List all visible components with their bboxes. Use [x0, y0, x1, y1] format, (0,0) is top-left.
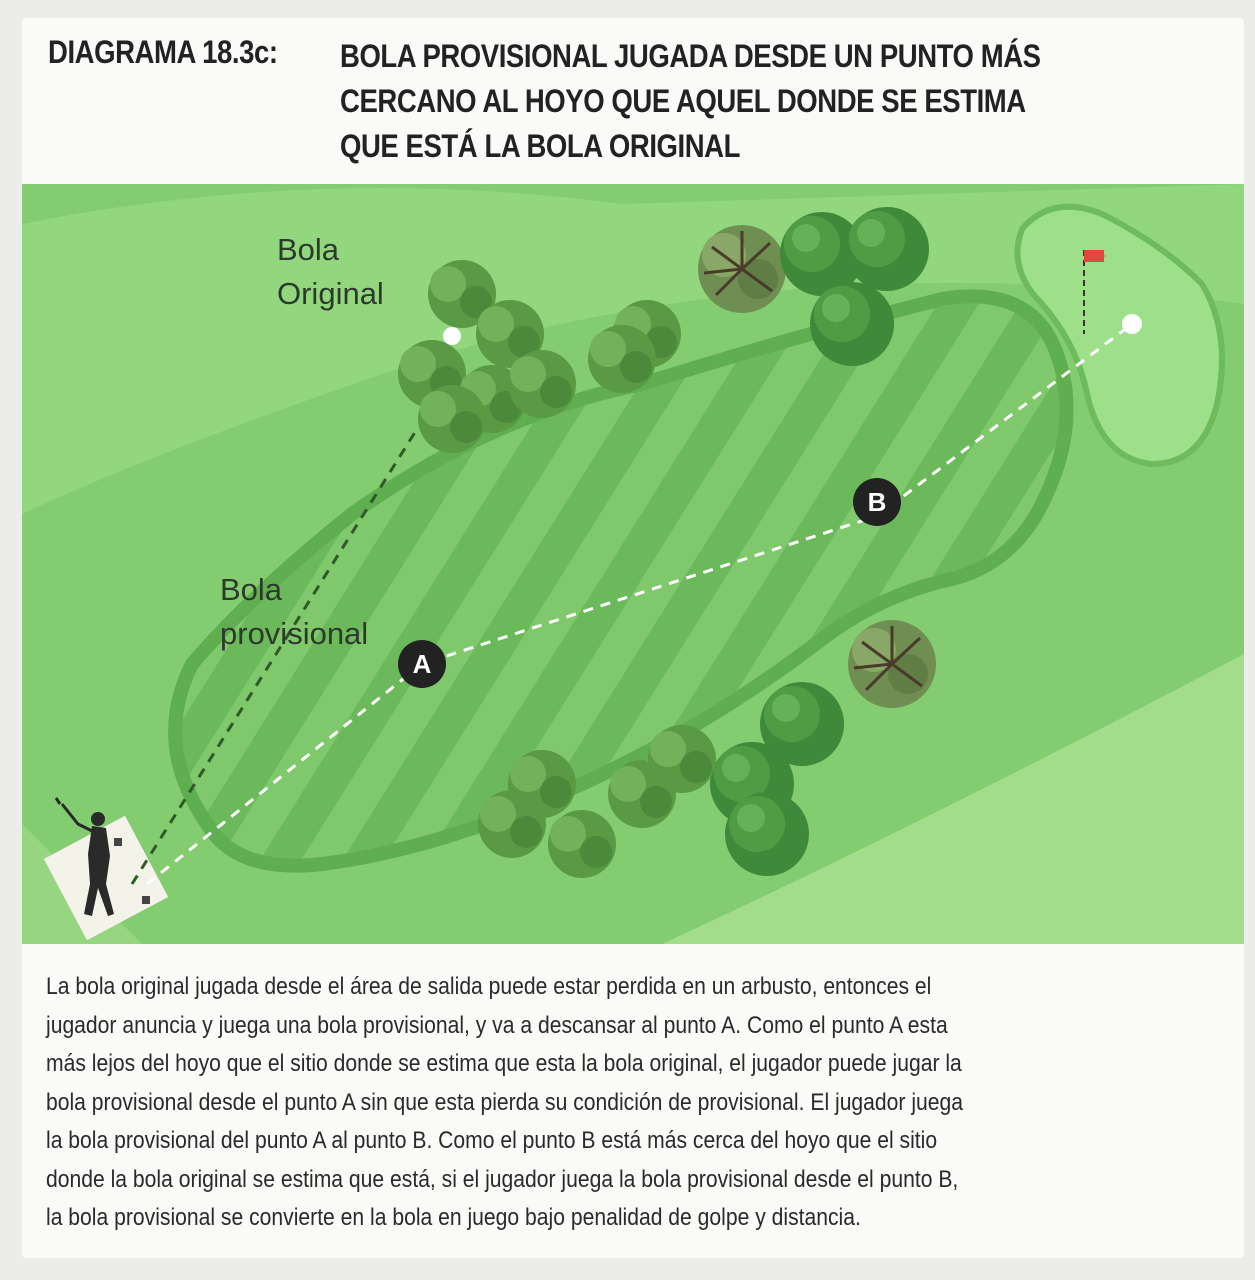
- ball-icon: [443, 327, 461, 345]
- title-line: CERCANO AL HOYO QUE AQUEL DONDE SE ESTIMA: [340, 83, 1026, 119]
- title-line: BOLA PROVISIONAL JUGADA DESDE UN PUNTO MÁS: [340, 38, 1041, 74]
- caption-line: la bola provisional del punto A al punto B. Como el punto B está más cerca del hoyo que el sitio: [46, 1127, 938, 1154]
- label-provisional-line1: Bola: [220, 572, 283, 607]
- caption-line: La bola original jugada desde el área de salida puede estar perdida en un arbusto, entonces el: [46, 973, 932, 1000]
- caption: [46, 968, 1226, 1238]
- caption-line: jugador anuncia y juega una bola provisional, y va a descansar al punto A. Como el punto A esta: [46, 1011, 948, 1039]
- label-original-line2: Original: [277, 276, 384, 311]
- caption-line: donde la bola original se estima que está, si el jugador juega la bola provisional desde el punto B,: [46, 1165, 959, 1193]
- point-a-marker: [398, 640, 446, 688]
- golf-hole-diagram: [22, 184, 1244, 944]
- page: [22, 18, 1244, 1258]
- caption-line: más lejos del hoyo que el sitio donde se estima que esta la bola original, el jugador puede jugar la: [46, 1050, 962, 1077]
- tee-marker: [142, 896, 150, 904]
- title-line: QUE ESTÁ LA BOLA ORIGINAL: [340, 128, 741, 164]
- label-provisional-line2: provisional: [220, 616, 369, 651]
- label-original-line1: Bola: [277, 232, 340, 267]
- ball-icon: [1122, 314, 1142, 334]
- tee-marker: [114, 838, 122, 846]
- caption-line: bola provisional desde el punto A sin que esta pierda su condición de provisional. El jugador juega: [46, 1088, 964, 1116]
- point-b-label: B: [867, 487, 887, 517]
- caption-line: la bola provisional se convierte en la bola en juego bajo penalidad de golpe y distancia.: [46, 1204, 861, 1231]
- diagram-title: [340, 34, 1240, 169]
- diagram-label: DIAGRAMA 18.3c:: [48, 34, 278, 70]
- point-a-label: A: [412, 649, 432, 679]
- point-b-marker: [853, 478, 901, 526]
